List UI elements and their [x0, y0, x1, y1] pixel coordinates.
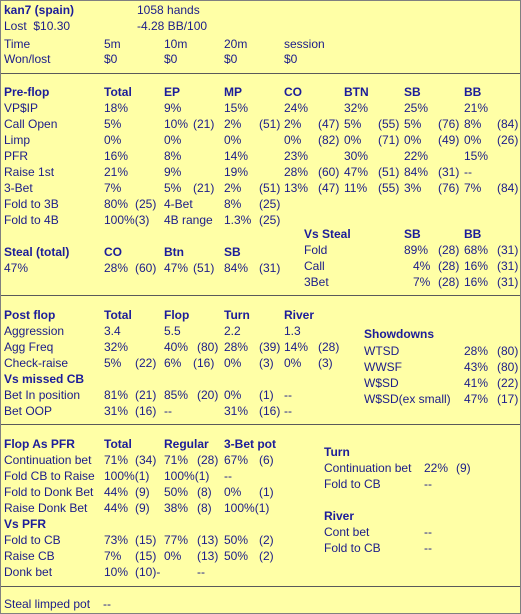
stat-count: (82): [318, 133, 340, 147]
stat-value: 0%: [104, 133, 122, 147]
preflop-header-bb: BB: [464, 85, 482, 99]
stat-value: 0%: [224, 133, 242, 147]
stat-count: (76): [438, 117, 460, 131]
stat-count: (28): [197, 453, 219, 467]
stat-count: (28): [318, 340, 340, 354]
bb-per-100: -4.28 BB/100: [137, 19, 208, 33]
stat-count: (3): [259, 356, 274, 370]
stat-count: (21): [193, 117, 215, 131]
section-divider: [1, 73, 520, 74]
row-label-vs-steal-fold: Fold: [304, 243, 328, 257]
row-label-limp: Limp: [4, 133, 31, 147]
row-label-bet-oop: Bet OOP: [4, 404, 53, 418]
stat-value: 43%: [464, 360, 489, 374]
stat-value: 10%: [164, 117, 189, 131]
stat-count: (55): [378, 181, 400, 195]
stat-count: (6): [259, 453, 274, 467]
postflop-header-total: Total: [104, 308, 132, 322]
stat-count: (16): [193, 356, 215, 370]
stat-count: (3): [318, 356, 333, 370]
vs-missed-cb-title: Vs missed CB: [4, 372, 85, 386]
row-label-steal-limped-pot: Steal limped pot: [4, 597, 91, 611]
stat-value: 67%: [224, 453, 249, 467]
stat-value: 0%: [224, 356, 242, 370]
stat-count: (21): [193, 181, 215, 195]
wonlost-session: $0: [284, 52, 298, 66]
stat-count: (26): [497, 133, 519, 147]
row-label-turn-fold-to-cb: Fold to CB: [324, 477, 381, 491]
stat-count: (80): [197, 340, 219, 354]
stat-value: 0%: [344, 133, 362, 147]
stat-count: (16): [135, 404, 157, 418]
stat-count: (84): [497, 181, 519, 195]
stat-value: 7%: [104, 181, 122, 195]
stat-value: 5%: [104, 356, 122, 370]
postflop-header-flop: Flop: [164, 308, 190, 322]
stat-count: (71): [378, 133, 400, 147]
vs-pfr-title: Vs PFR: [4, 517, 47, 531]
stat-value: 6%: [164, 356, 182, 370]
steal-header-btn: Btn: [164, 245, 184, 259]
row-label-raise-donk-bet: Raise Donk Bet: [4, 501, 88, 515]
row-label-fold-cb-to-raise: Fold CB to Raise: [4, 469, 95, 483]
stat-value: 30%: [344, 149, 369, 163]
stat-value: 8%: [164, 149, 182, 163]
row-label-vs-steal-call: Call: [304, 259, 325, 273]
stat-value: 8%: [224, 197, 242, 211]
stat-value: 5%: [404, 117, 422, 131]
row-label-check-raise: Check-raise: [4, 356, 69, 370]
stat-value: --: [224, 469, 232, 483]
stat-count: (76): [438, 181, 460, 195]
stat-count: (25): [135, 197, 157, 211]
row-label-4bet: 4-Bet: [164, 197, 193, 211]
stat-count: (39): [259, 340, 281, 354]
wonlost-10m: $0: [164, 52, 178, 66]
stat-count: (15): [135, 549, 157, 563]
stat-count: (25): [259, 213, 281, 227]
stat-count: (31): [497, 243, 519, 257]
stat-count: (31): [497, 275, 519, 289]
stat-value: --: [103, 597, 111, 611]
river-title: River: [324, 509, 355, 523]
stat-value: 7%: [104, 549, 122, 563]
postflop-header-turn: Turn: [224, 308, 250, 322]
stat-count: (80): [497, 360, 519, 374]
stat-value: 81%: [104, 388, 129, 402]
row-label-bet-in-position: Bet In position: [4, 388, 81, 402]
stat-value: 24%: [284, 101, 309, 115]
stat-value: 89%: [404, 243, 429, 257]
vs-steal-header-bb: BB: [464, 227, 482, 241]
stat-count: (1): [259, 388, 274, 402]
stat-count: (8): [197, 501, 212, 515]
vs-steal-title: Vs Steal: [304, 227, 351, 241]
stat-value: 23%: [284, 149, 309, 163]
steal-total-title: Steal (total): [4, 245, 70, 259]
stat-value: 44%: [104, 485, 129, 499]
stat-value: --: [164, 404, 172, 418]
stat-value: 8%: [464, 117, 482, 131]
turn-title: Turn: [324, 445, 350, 459]
stat-count: (47): [318, 117, 340, 131]
stat-value: 40%: [164, 340, 189, 354]
row-label-wsd-ex-small: W$SD(ex small): [364, 392, 451, 406]
stat-value: --: [424, 477, 432, 491]
stat-value: --: [424, 541, 432, 555]
stat-value: 4%: [413, 259, 431, 273]
stat-value: --: [197, 565, 205, 579]
stat-value: 28%: [284, 165, 309, 179]
stat-value: 15%: [224, 101, 249, 115]
row-label-fold-to-donk-bet: Fold to Donk Bet: [4, 485, 94, 499]
stat-value: 16%: [104, 149, 129, 163]
stat-value: 28%: [464, 344, 489, 358]
flop-as-pfr-title: Flop As PFR: [4, 437, 75, 451]
stat-value: 100%(1): [224, 501, 270, 515]
preflop-title: Pre-flop: [4, 85, 50, 99]
stat-value: 2.2: [224, 324, 241, 338]
stat-value: 3%: [404, 181, 422, 195]
stat-value: 3.4: [104, 324, 121, 338]
row-label-vpip: VP$IP: [4, 101, 39, 115]
stat-count: (22): [497, 376, 519, 390]
vs-steal-header-sb: SB: [404, 227, 421, 241]
stat-count: (51): [259, 181, 281, 195]
preflop-header-sb: SB: [404, 85, 421, 99]
stat-value: 0%: [284, 356, 302, 370]
stat-value: 1.3%: [224, 213, 252, 227]
stat-value: 100%(1): [164, 469, 210, 483]
stat-value: 5.5: [164, 324, 181, 338]
stat-value: 21%: [464, 101, 489, 115]
stat-value: 73%: [104, 533, 129, 547]
stat-value: 22%: [424, 461, 449, 475]
preflop-header-ep: EP: [164, 85, 181, 99]
time-col-session: session: [284, 37, 325, 51]
stat-value: 7%: [464, 181, 482, 195]
stat-value: 0%: [464, 133, 482, 147]
row-label-aggression: Aggression: [4, 324, 65, 338]
stat-count: (60): [318, 165, 340, 179]
stat-value: 22%: [404, 149, 429, 163]
row-label-turn-continuation-bet: Continuation bet: [324, 461, 412, 475]
row-label-wtsd: WTSD: [364, 344, 400, 358]
stat-count: (47): [318, 181, 340, 195]
time-col-20m: 20m: [224, 37, 248, 51]
stat-value: 14%: [284, 340, 309, 354]
stat-value: 0%: [224, 485, 242, 499]
stat-count: (2): [259, 533, 274, 547]
row-label-call-open: Call Open: [4, 117, 58, 131]
steal-header-co: CO: [104, 245, 122, 259]
stat-count: (80): [497, 344, 519, 358]
stat-count: (31): [259, 261, 281, 275]
steal-total-value: 47%: [4, 261, 29, 275]
stat-value: 1.3: [284, 324, 301, 338]
row-label-3bet: 3-Bet: [4, 181, 33, 195]
stat-value: 2%: [224, 117, 242, 131]
stat-value: 100%(3): [104, 213, 150, 227]
stat-count: (51): [259, 117, 281, 131]
row-label-wsd: W$SD: [364, 376, 399, 390]
stat-value: 50%: [224, 533, 249, 547]
stat-count: (34): [135, 453, 157, 467]
stat-count: (20): [197, 388, 219, 402]
section-divider: [1, 586, 520, 587]
stat-value: 5%: [104, 117, 122, 131]
stat-count: (2): [259, 549, 274, 563]
time-col-5m: 5m: [104, 37, 121, 51]
flop-pfr-header-total: Total: [104, 437, 132, 451]
stat-count: (55): [378, 117, 400, 131]
stat-count: (49): [438, 133, 460, 147]
postflop-title: Post flop: [4, 308, 56, 322]
stat-value: 13%: [284, 181, 309, 195]
stat-count: (13): [197, 549, 219, 563]
stat-value: 47%: [464, 392, 489, 406]
row-label-raise-cb: Raise CB: [4, 549, 55, 563]
stat-value: 47%: [164, 261, 189, 275]
preflop-header-co: CO: [284, 85, 302, 99]
stat-count: (22): [135, 356, 157, 370]
stat-value: 0%: [404, 133, 422, 147]
stat-value: 16%: [464, 259, 489, 273]
row-label-vs-steal-3bet: 3Bet: [304, 275, 329, 289]
stat-value: 11%: [344, 181, 368, 195]
stat-value: 77%: [164, 533, 189, 547]
row-label-donk-bet: Donk bet: [4, 565, 53, 579]
stat-value: 31%: [224, 404, 249, 418]
hands-count: 1058 hands: [137, 3, 200, 17]
stat-value: 84%: [404, 165, 429, 179]
stat-count: (16): [259, 404, 281, 418]
flop-pfr-header-3bet-pot: 3-Bet pot: [224, 437, 276, 451]
stat-value: 21%: [104, 165, 129, 179]
stat-count: (15): [135, 533, 157, 547]
stat-value: --: [464, 165, 472, 179]
row-label-river-cont-bet: Cont bet: [324, 525, 370, 539]
stat-value: 7%: [413, 275, 431, 289]
stat-value: 47%: [344, 165, 369, 179]
stat-value: 68%: [464, 243, 489, 257]
stat-value: --: [424, 525, 432, 539]
stat-count: (25): [259, 197, 281, 211]
player-name: kan7 (spain): [4, 3, 75, 17]
stat-count: (31): [497, 259, 519, 273]
stat-count: (13): [197, 533, 219, 547]
stat-value: 0%: [164, 549, 182, 563]
row-label-pfr: PFR: [4, 149, 28, 163]
preflop-header-btn: BTN: [344, 85, 369, 99]
stat-value: 28%: [104, 261, 129, 275]
stat-count: (51): [193, 261, 215, 275]
wonlost-label: Won/lost: [4, 52, 51, 66]
stat-value: 0%: [164, 133, 182, 147]
stat-value: --: [284, 404, 292, 418]
wonlost-20m: $0: [224, 52, 238, 66]
time-col-10m: 10m: [164, 37, 188, 51]
row-label-continuation-bet: Continuation bet: [4, 453, 92, 467]
stat-value: 18%: [104, 101, 129, 115]
stat-value: 41%: [464, 376, 489, 390]
stat-value: 2%: [224, 181, 242, 195]
stat-value: 80%: [104, 197, 129, 211]
stat-value: 9%: [164, 165, 182, 179]
row-label-vs-pfr-fold-to-cb: Fold to CB: [4, 533, 61, 547]
stat-value: 0%: [284, 133, 302, 147]
stat-count: (28): [438, 259, 460, 273]
stat-value: 9%: [164, 101, 182, 115]
stat-count: (31): [438, 165, 460, 179]
row-label-river-fold-to-cb: Fold to CB: [324, 541, 381, 555]
stat-value: 25%: [404, 101, 429, 115]
time-label: Time: [4, 37, 31, 51]
stat-count: (10)-: [135, 565, 161, 579]
row-label-raise-1st: Raise 1st: [4, 165, 55, 179]
stat-value: 50%: [224, 549, 249, 563]
stat-value: 44%: [104, 501, 129, 515]
row-label-4b-range: 4B range: [164, 213, 213, 227]
stat-count: (28): [438, 243, 460, 257]
stat-count: (51): [378, 165, 400, 179]
section-divider: [1, 295, 520, 296]
stat-value: 71%: [164, 453, 189, 467]
stat-value: 31%: [104, 404, 129, 418]
row-label-wwsf: WWSF: [364, 360, 402, 374]
stat-value: 32%: [104, 340, 129, 354]
stat-value: 5%: [344, 117, 362, 131]
stat-count: (9): [135, 485, 150, 499]
stat-value: 100%(1): [104, 469, 150, 483]
postflop-header-river: River: [284, 308, 315, 322]
stat-count: (28): [438, 275, 460, 289]
stat-count: (1): [259, 485, 274, 499]
stat-count: (9): [135, 501, 150, 515]
stat-value: 16%: [464, 275, 489, 289]
stat-value: 10%: [104, 565, 129, 579]
row-label-agg-freq: Agg Freq: [4, 340, 54, 354]
stat-count: (9): [456, 461, 471, 475]
stat-count: (84): [497, 117, 519, 131]
stat-value: 71%: [104, 453, 129, 467]
stat-value: 0%: [224, 388, 242, 402]
stat-value: 19%: [224, 165, 249, 179]
preflop-header-mp: MP: [224, 85, 242, 99]
stat-count: (21): [135, 388, 157, 402]
stat-value: 14%: [224, 149, 249, 163]
stat-value: 84%: [224, 261, 249, 275]
showdowns-title: Showdowns: [364, 327, 434, 341]
stat-value: 2%: [284, 117, 302, 131]
stat-value: 15%: [464, 149, 489, 163]
row-label-fold-to-3b: Fold to 3B: [4, 197, 59, 211]
lost-amount: Lost $10.30: [4, 19, 71, 33]
wonlost-5m: $0: [104, 52, 118, 66]
stat-value: 28%: [224, 340, 249, 354]
row-label-fold-to-4b: Fold to 4B: [4, 213, 59, 227]
steal-header-sb: SB: [224, 245, 241, 259]
preflop-header-total: Total: [104, 85, 132, 99]
stat-value: 5%: [164, 181, 182, 195]
stat-count: (8): [197, 485, 212, 499]
section-divider: [1, 424, 520, 425]
stat-value: 32%: [344, 101, 369, 115]
stat-value: 85%: [164, 388, 189, 402]
flop-pfr-header-regular: Regular: [164, 437, 209, 451]
stat-value: --: [284, 388, 292, 402]
stat-count: (17): [497, 392, 519, 406]
stat-count: (60): [135, 261, 157, 275]
stat-value: 50%: [164, 485, 189, 499]
stat-value: 38%: [164, 501, 189, 515]
